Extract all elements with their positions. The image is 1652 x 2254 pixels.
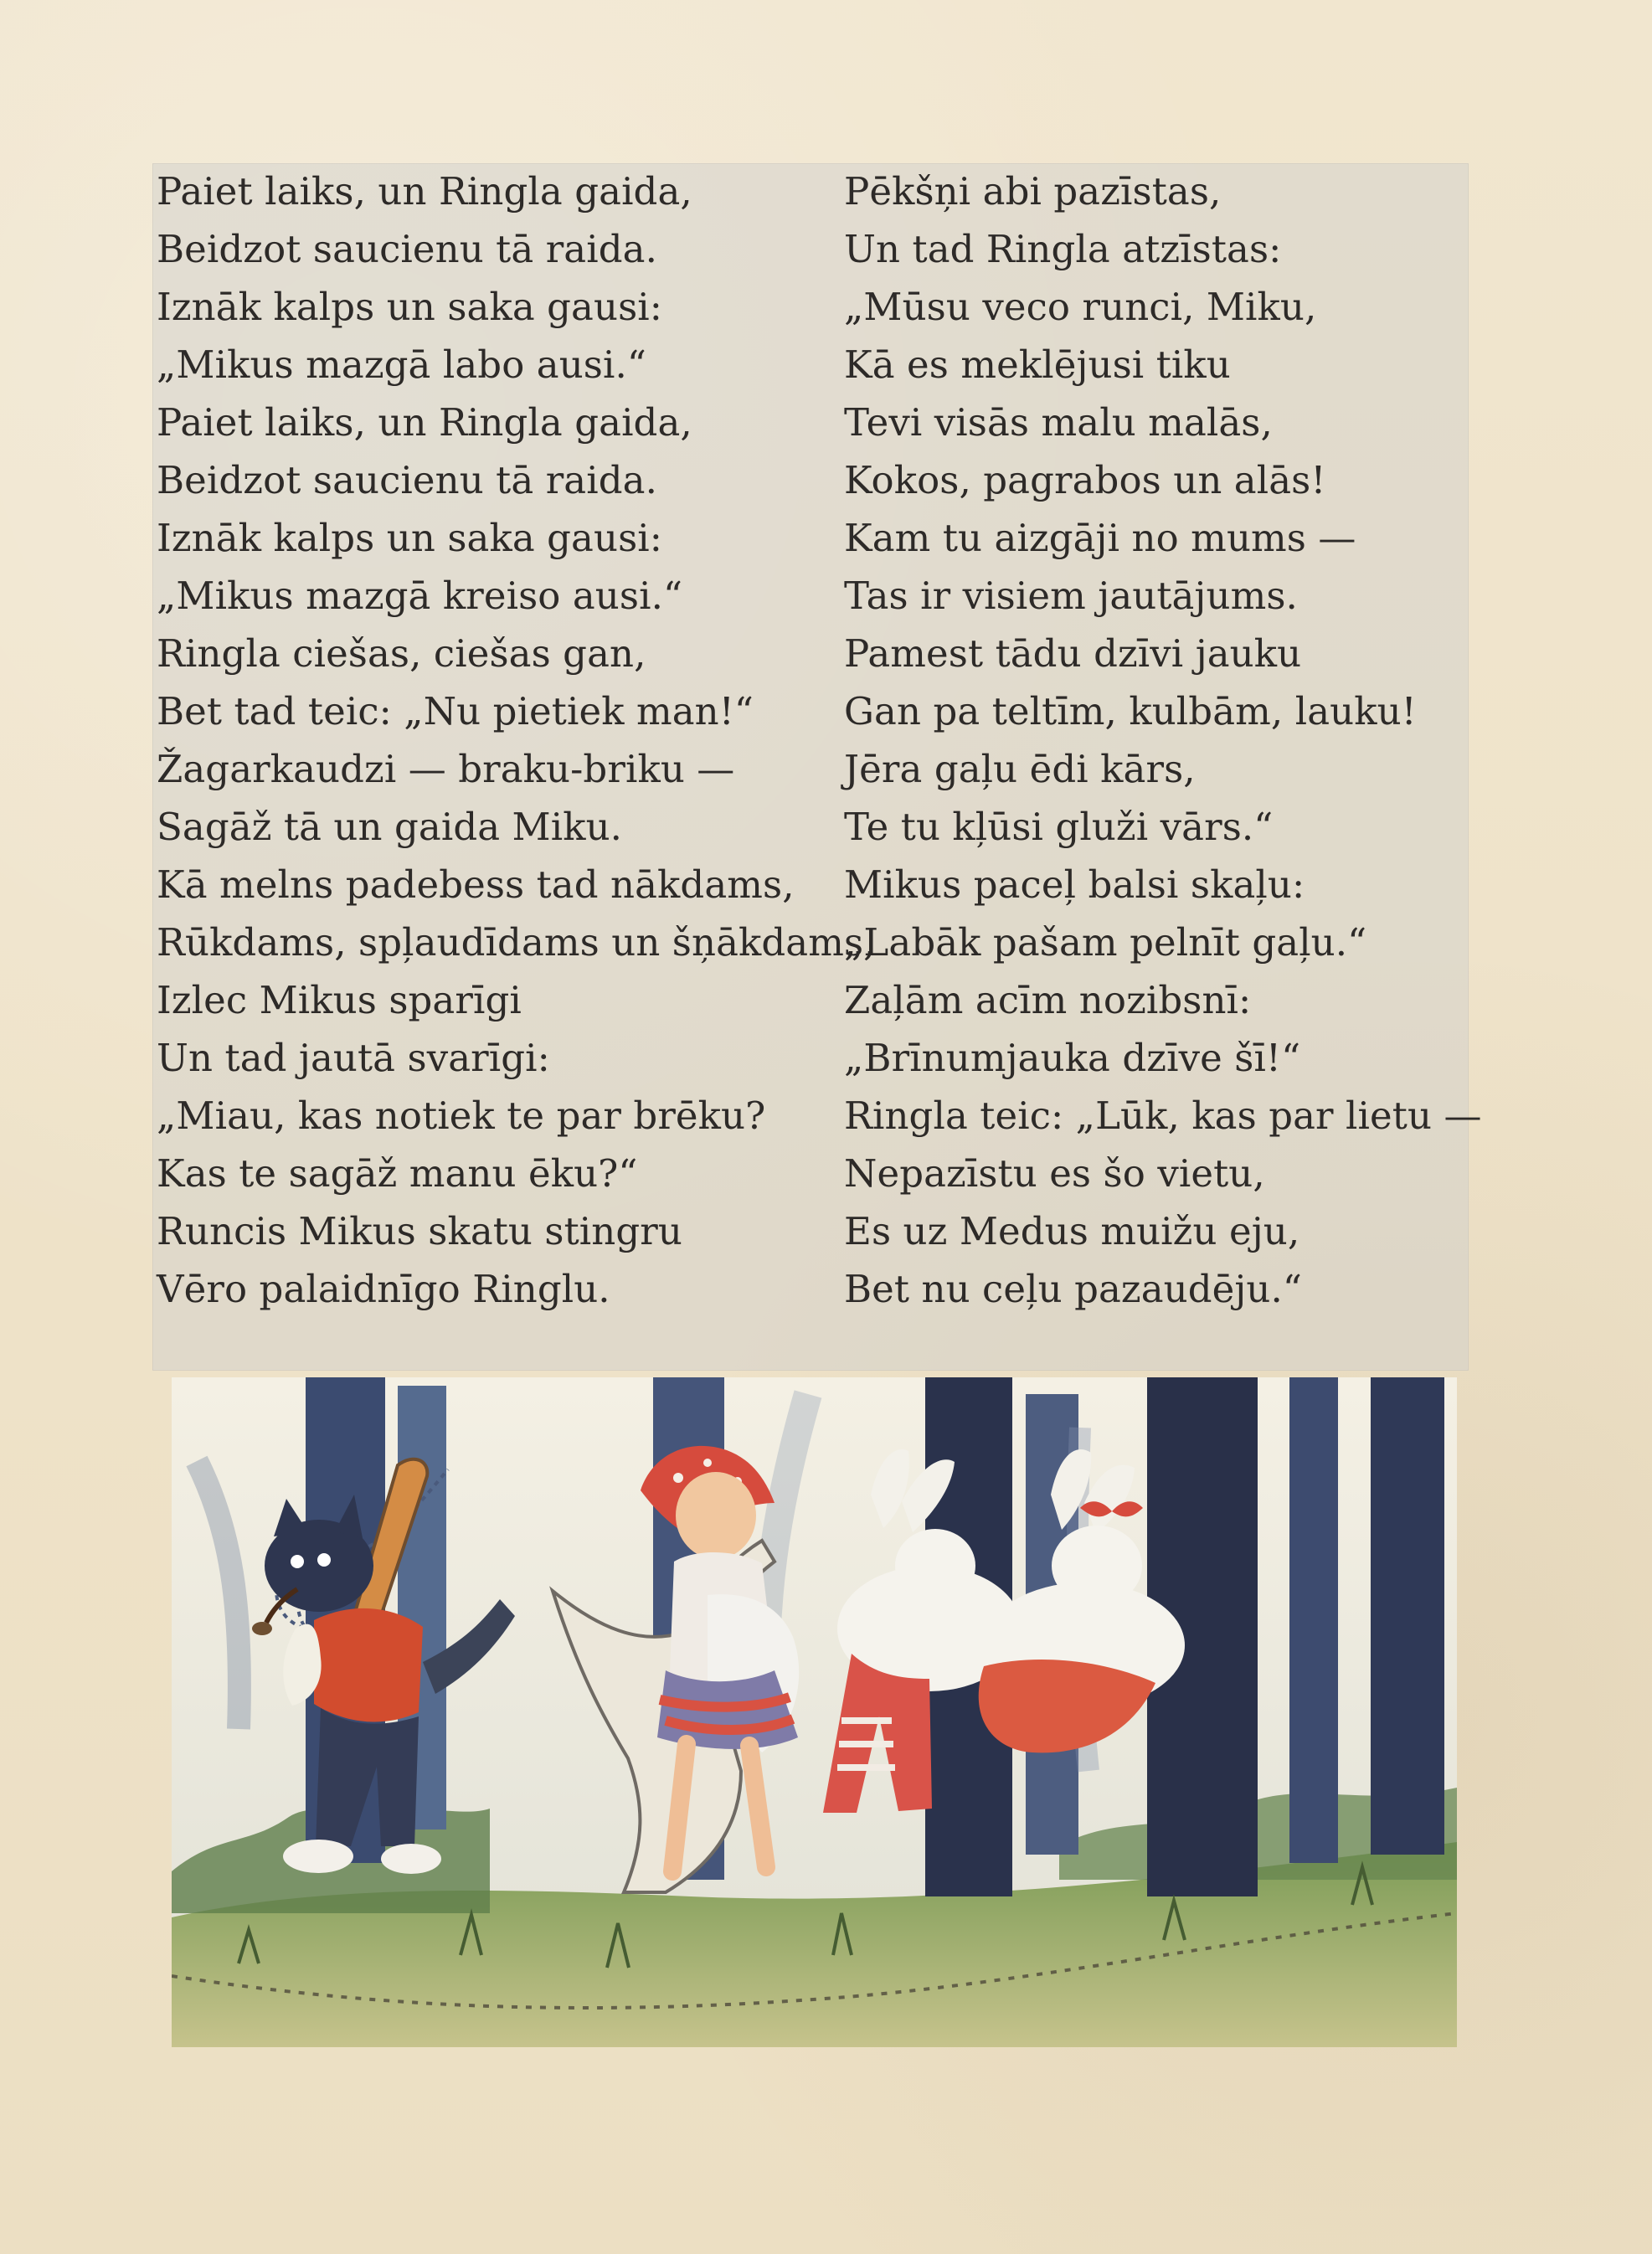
verse-line: Bet nu ceļu pazaudēju.“ — [844, 1267, 1303, 1311]
verse-line: Tas ir visiem jautājums. — [844, 574, 1298, 618]
verse-line: Nepazīstu es šo vietu, — [844, 1151, 1265, 1196]
cat-eye — [291, 1555, 304, 1568]
cat-foot — [283, 1840, 353, 1873]
verse-line: Pēkšņi abi pazīstas, — [844, 169, 1222, 214]
verse-line: Kas te sagāž manu ēku?“ — [157, 1151, 638, 1196]
verse-line: Jēra gaļu ēdi kārs, — [844, 747, 1196, 791]
verse-line: Rūkdams, spļaudīdams un šņākdams, — [157, 920, 876, 965]
verse-line: „Mikus mazgā kreiso ausi.“ — [157, 574, 683, 618]
forest-illustration — [172, 1377, 1457, 2047]
cat-foot — [381, 1844, 441, 1874]
scarf-dot — [673, 1473, 683, 1483]
verse-line: Un tad jautā svarīgi: — [157, 1036, 550, 1080]
verse-line: Pamest tādu dzīvi jauku — [844, 631, 1302, 676]
verse-line: Gan pa teltīm, kulbām, lauku! — [844, 689, 1417, 733]
verse-line: Iznāk kalps un saka gausi: — [157, 516, 663, 560]
verse-line: Iznāk kalps un saka gausi: — [157, 285, 663, 329]
scarf-dot — [703, 1459, 712, 1467]
verse-line: Te tu kļūsi gluži vārs.“ — [844, 805, 1274, 849]
forest-scene-svg — [172, 1377, 1457, 2047]
tree-trunk — [1289, 1377, 1338, 1863]
verse-line: Izlec Mikus sparīgi — [157, 978, 522, 1022]
verse-line: Žagarkaudzi — braku-briku — — [157, 747, 735, 791]
verse-line: „Brīnumjauka dzīve šī!“ — [844, 1036, 1301, 1080]
verse-line: Paiet laiks, un Ringla gaida, — [157, 169, 692, 214]
rabbit-head — [895, 1529, 975, 1603]
verse-line: Paiet laiks, un Ringla gaida, — [157, 400, 692, 445]
verse-line: Un tad Ringla atzīstas: — [844, 227, 1282, 271]
verse-line: Ringla ciešas, ciešas gan, — [157, 631, 646, 676]
cat-eye — [317, 1553, 331, 1567]
verse-line: „Mikus mazgā labo ausi.“ — [157, 342, 647, 387]
tree-trunk — [1371, 1377, 1444, 1855]
verse-line: Runcis Mikus skatu stingru — [157, 1209, 682, 1253]
girl-face — [676, 1472, 756, 1559]
verse-line: Kā es meklējusi tiku — [844, 342, 1231, 387]
cat-pipe-bowl — [252, 1622, 272, 1635]
verse-line: „Mūsu veco runci, Miku, — [844, 285, 1317, 329]
left-verse-column — [157, 162, 876, 1318]
verse-line: Kokos, pagrabos un alās! — [844, 458, 1326, 502]
verse-line: „Miau, kas notiek te par brēku? — [157, 1094, 766, 1138]
verse-line: Bet tad teic: „Nu pietiek man!“ — [157, 689, 754, 733]
verse-line: Kā melns padebess tad nākdams, — [157, 862, 795, 907]
verse-line: Beidzot saucienu tā raida. — [157, 227, 657, 271]
verse-line: Zaļām acīm nozibsnī: — [844, 978, 1252, 1022]
right-verse-column — [844, 162, 1531, 1318]
verse-line: Mikus paceļ balsi skaļu: — [844, 862, 1305, 907]
verse-line: Sagāž tā un gaida Miku. — [157, 805, 623, 849]
verse-line: Vēro palaidnīgo Ringlu. — [157, 1267, 610, 1311]
verse-line: Beidzot saucienu tā raida. — [157, 458, 657, 502]
verse-line: Ringla teic: „Lūk, kas par lietu — — [844, 1094, 1482, 1138]
cat-vest — [314, 1608, 423, 1722]
verse-line: „Labāk pašam pelnīt gaļu.“ — [844, 920, 1367, 965]
verse-line: Tevi visās malu malās, — [844, 400, 1273, 445]
verse-line: Kam tu aizgāji no mums — — [844, 516, 1356, 560]
verse-line: Es uz Medus muižu eju, — [844, 1209, 1300, 1253]
